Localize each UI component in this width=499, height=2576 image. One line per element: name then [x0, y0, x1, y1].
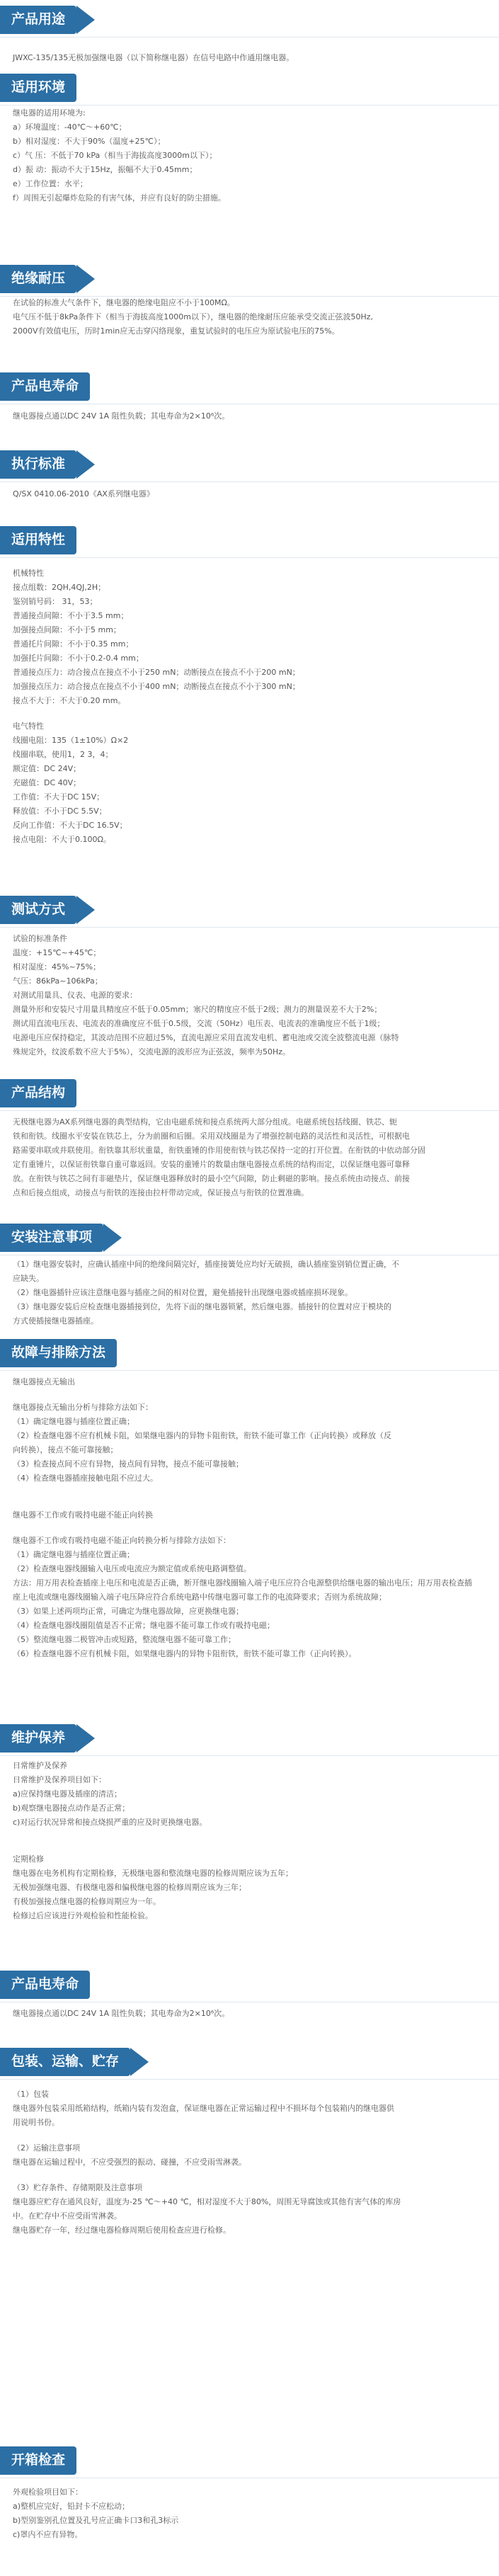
body-line: （1）确定继电器与插座位置正确； [13, 1417, 134, 1426]
section-body [13, 2007, 486, 2021]
section-title: 开箱检查 [0, 2446, 76, 2475]
body-line: 加强接点间隙：不小于5 mm； [13, 625, 121, 634]
section-title: 产品用途 [0, 6, 76, 34]
body-line: c)罩内不应有异物。 [13, 2530, 83, 2539]
body-line: f）周围无引起爆炸危险的有害气体，并应有良好的防尘措施。 [13, 193, 226, 203]
body-line: 释放值：不小于DC 5.5V； [13, 807, 107, 816]
body-line: 继电器在运输过程中，不应受强烈的振动、碰撞，不应受雨雪淋袭。 [13, 2158, 246, 2167]
body-line: 线圈串联，使用1，2 3，4； [13, 750, 113, 759]
body-line: b)观察继电器接点动作是否正常； [13, 1803, 130, 1813]
body-line: 有极加强接点继电器的检修周期应为一年。 [13, 1897, 161, 1906]
section-title: 绝缘耐压 [0, 265, 76, 293]
body-line: 继电器接点通以DC 24V 1A 阻性负载；其电寿命为2×10⁶次。 [13, 411, 230, 421]
body-line: 相对湿度：45%~75%； [13, 962, 101, 971]
section-title: 包装、运输、贮存 [0, 2048, 130, 2076]
body-line: b）相对湿度：不大于90%（温度+25℃）； [13, 137, 166, 146]
body-line: b)型别鉴别孔位置及孔号应正确卡口3和孔3标示 [13, 2516, 179, 2525]
body-line: d）振 动：振动不大于15Hz，振幅不大于0.45mm； [13, 165, 197, 174]
body-line [13, 1486, 486, 1497]
body-line: 定期检修 [13, 1854, 44, 1864]
section-divider [0, 927, 499, 928]
section-body [13, 106, 486, 205]
body-line: a)应保持继电器及插座的清洁； [13, 1789, 122, 1799]
body-line [13, 1389, 486, 1401]
body-line: 继电器的适用环境为: [13, 108, 86, 118]
body-line: 测量外形和安装尺寸用量具精度应不低于0.05mm；塞尺的精度应不低于2级；测力的测量误差不大于2%； [13, 1005, 382, 1014]
body-line: 在试验的标准大气条件下，继电器的绝缘电阻应不小于100MΩ。 [13, 298, 235, 307]
body-line: 向转换），接点不能可靠接触； [13, 1445, 118, 1454]
body-line [13, 1841, 486, 1852]
body-line: （1）继电器安装时，应确认插座中间的绝缘间隔完好，插座接簧处应均好无破损，确认插座鉴别销位置正确，不 [13, 1260, 399, 1269]
body-line [13, 1830, 486, 1841]
section-body [13, 51, 486, 65]
body-line: 额定值：DC 24V； [13, 764, 81, 773]
body-line: 普通接点压力：动合接点在接点不小于250 mN；动断接点在接点不小于200 mN； [13, 668, 300, 677]
section-divider [0, 1755, 499, 1756]
body-line: 反向工作值：不大于DC 16.5V； [13, 821, 127, 830]
body-line: 路需要串联或并联使用。衔铁靠其形状重量，衔铁重锤的作用使衔铁与铁芯保持一定的打开位置。在衔铁的中依动部分固 [13, 1146, 425, 1155]
body-line: 外观检验项目如下： [13, 2487, 83, 2497]
body-line: 继电器接点无输出 [13, 1377, 75, 1386]
body-line: Q/SX 0410.06-2010《AX系列继电器》 [13, 489, 154, 498]
body-line: 试验的标准条件 [13, 934, 67, 943]
section-body [13, 2485, 486, 2542]
section-body [13, 1258, 486, 1328]
body-line: 应缺失。 [13, 1274, 44, 1283]
body-line: 继电器接点无输出分析与排除方法如下： [13, 1403, 153, 1412]
section-body [13, 932, 486, 1059]
body-line: a)整机应完好，铅封卡不应松动； [13, 2502, 130, 2511]
body-line: 气压：86kPa~106kPa； [13, 976, 103, 986]
body-line: （2）检查继电器线圈输入电压或电流应为额定值或系统电路调整值。 [13, 1564, 251, 1573]
body-line: 电气特性 [13, 722, 44, 731]
body-line: （3）继电器安装后应检查继电器插接到位，先将下面的继电器锁紧，然后继电器。插接针的位置对应于模块的 [13, 1302, 391, 1311]
body-line: JWXC-135/135无极加强继电器（以下简称继电器）在信号电路中作通用继电器。 [13, 53, 294, 62]
body-line: 日常维护及保养项目如下： [13, 1775, 106, 1784]
body-line [13, 1522, 486, 1534]
body-line: 点和后接点组成，动接点与衔铁的连接由拉杆带动完成，保证接点与衔铁的位置准确。 [13, 1188, 309, 1197]
body-line: （6）检查继电器不应有机械卡阻，如果继电器内的异物卡阻衔铁，衔铁不能可靠工作（正向转换）。 [13, 1649, 357, 1658]
body-line: 无极继电器为AX系列继电器的典型结构，它由电磁系统和接点系统两大部分组成。电磁系统包括线圈、铁芯、轭 [13, 1117, 398, 1127]
body-line: 继电器不工作或有吸持电磁不能正向转换分析与排除方法如下： [13, 1536, 231, 1545]
section-divider [0, 481, 499, 482]
section-body [13, 296, 486, 338]
section-divider [0, 1110, 499, 1111]
body-line: （1）确定继电器与插座位置正确； [13, 1550, 134, 1559]
body-line: 继电器不工作或有吸持电磁不能正向转换 [13, 1510, 153, 1520]
body-line: 继电器在电务机构有定期检修，无极继电器和整流继电器的检修周期应该为五年； [13, 1869, 293, 1878]
body-line: （3）贮存条件、存储期限及注意事项 [13, 2183, 142, 2192]
body-line: 对测试用量具、仪表、电源的要求： [13, 991, 137, 1000]
section-title: 适用环境 [0, 74, 76, 102]
body-line: c）气 压：不低于70 kPa（相当于海拔高度3000m以下）； [13, 151, 217, 160]
section-divider [0, 2079, 499, 2080]
body-line: 座上电流或继电器线圈输入端子电压降应符合系统电路中传继电器可靠工作的电流降要求；否则为系统故障； [13, 1592, 386, 1602]
body-line: （3）如果上述两项均正常，可确定为继电器故障，应更换继电器； [13, 1607, 243, 1616]
body-line: 继电器应贮存在通风良好，温度为-25 ℃～+40 ℃，相对湿度不大于80%，周围无导腐蚀或其他有害气体的库房 [13, 2197, 401, 2206]
body-line: （2）运输注意事项 [13, 2143, 80, 2153]
body-line: 日常维护及保养 [13, 1761, 67, 1770]
body-line: （1）包装 [13, 2090, 49, 2099]
body-line: 用说明书份。 [13, 2118, 59, 2127]
section-body [13, 487, 486, 501]
body-line: 电气压不低于8kPa条件下（相当于海拔高度1000m以下），继电器的绝缘耐压应能承受交流正弦波50Hz, [13, 312, 373, 321]
body-line: e）工作位置：水平； [13, 179, 88, 188]
body-line: 测试用直流电压表、电流表的准确度应不低于0.5级，交流（50Hz）电压表、电流表的准确度应不低于1级； [13, 1019, 385, 1028]
section-body [13, 1759, 486, 1923]
section-body [13, 2087, 486, 2238]
body-line: 殊规定外，纹波系数不应大于5%），交流电源的波形应为正弦波，频率为50Hz。 [13, 1047, 290, 1056]
body-line: 温度：+15℃~+45℃； [13, 948, 101, 957]
body-line: 加强接点压力：动合接点在接点不小于400 mN；动断接点在接点不小于300 mN； [13, 682, 300, 691]
body-line: 方式使插接继电器插座。 [13, 1316, 98, 1326]
body-line: 继电器外包装采用纸箱结构，纸箱内装有发泡盒，保证继电器在正常运输过程中不损坏每个包装箱内的继电器供 [13, 2104, 394, 2113]
body-line: 2000V有效值电压，历时1min应无击穿闪络现象，重复试验时的电压应为原试验电压的75%。 [13, 326, 340, 336]
body-line: a）环境温度：-40℃～+60℃； [13, 122, 127, 132]
body-line: （4）检查继电器插座接触电阻不应过大。 [13, 1474, 158, 1483]
body-line [13, 2170, 486, 2181]
body-line: （4）检查继电器线圈阻值是否不正常；继电器不能可靠工作或有吸持电磁； [13, 1621, 275, 1630]
section-title: 产品电寿命 [0, 372, 90, 401]
body-line: （2）检查继电器不应有机械卡阻，如果继电器内的异物卡阻衔铁，衔铁不能可靠工作（正向转换）或释放（反 [13, 1431, 391, 1440]
body-line: （2）继电器插针应该注意继电器与插座之间的相对位置，避免插接针出现继电器或插座损坏现象。 [13, 1288, 352, 1297]
section-body [13, 1375, 486, 1661]
section-title: 测试方式 [0, 896, 76, 924]
body-line: 加强托片间隙：不小于0.2-0.4 mm； [13, 654, 144, 663]
body-line: 继电器接点通以DC 24V 1A 阻性负载；其电寿命为2×10⁶次。 [13, 2009, 230, 2018]
body-line: 线圈电阻：135（1±10%）Ω×2 [13, 736, 129, 745]
section-title: 产品电寿命 [0, 1971, 90, 1999]
body-line: 充磁值：DC 40V； [13, 778, 81, 787]
body-line: （5）整流继电器二极管冲击或短路，整流继电器不能可靠工作； [13, 1635, 236, 1644]
body-line: 定有重锤片，以保证衔铁靠自重可靠返回。安装的重锤片的数量由继电器接点系统的结构而定，以保证继电器可靠释 [13, 1160, 410, 1169]
body-line: 普通托片间隙：不小于0.35 mm； [13, 639, 134, 649]
body-line: 接点不大于：不大于0.20 mm。 [13, 696, 126, 705]
section-title: 安装注意事项 [0, 1224, 103, 1252]
body-line: 接点电阻：不大于0.100Ω。 [13, 835, 111, 844]
body-line: 工作值：不大于DC 15V； [13, 792, 105, 802]
body-line: 无极加强继电器、有极继电器和偏极继电器的检修周期应该为三年； [13, 1883, 246, 1892]
body-line: c)对运行状况异常和接点烧损严重的应及时更换继电器。 [13, 1818, 207, 1827]
section-divider [0, 1370, 499, 1371]
section-divider [0, 37, 499, 38]
body-line: 方法：用万用表检查插座上电压和电流是否正确，断开继电器线圈输入端子电压应符合电源整供给继电器的输出电压；用万用表检查插 [13, 1578, 472, 1588]
body-line: 铁和衔铁。线圈水平安装在铁芯上，分为前圈和后圈。采用双线圈是为了增强控制电路的灵活性和灵活性，可根据电 [13, 1132, 410, 1141]
body-line: （3）检查接点间不应有异物，接点间有异物，接点不能可靠接触； [13, 1459, 243, 1469]
body-line: 检修过后应该进行外观检验和性能检验。 [13, 1911, 153, 1920]
body-line [13, 1497, 486, 1508]
section-divider [0, 105, 499, 106]
body-line: 机械特性 [13, 569, 44, 578]
body-line: 电源电压应保持稳定，其波动范围不应超过5%，直流电源应采用直流发电机、蓄电池或交流全波整流电源（脉特 [13, 1033, 399, 1042]
body-line: 继电器贮存一年，经过继电器检修周期后使用检查应进行检修。 [13, 2225, 231, 2235]
body-line: 放。在衔铁与铁芯之间有非磁垫片，保证继电器释放时的最小空气间隙，防止剩磁的影响。接点系统由动接点、前接 [13, 1174, 410, 1183]
body-line: 中。在贮存中不应受雨雪淋袭。 [13, 2211, 122, 2221]
section-title: 适用特性 [0, 526, 76, 554]
section-divider [0, 557, 499, 558]
section-body [13, 1115, 486, 1200]
section-title: 故障与排除方法 [0, 1339, 117, 1367]
body-line: 鉴别销号码： 31，53； [13, 597, 98, 606]
section-body [13, 566, 486, 847]
body-line: 接点组数：2QH,4QJ,2H； [13, 583, 106, 592]
body-line [13, 2130, 486, 2141]
section-body [13, 409, 486, 423]
section-title: 产品结构 [0, 1079, 76, 1107]
section-title: 维护保养 [0, 1724, 76, 1753]
section-title: 执行标准 [0, 450, 76, 479]
body-line [13, 708, 486, 719]
body-line: 普通接点间隙：不小于3.5 mm； [13, 611, 129, 620]
